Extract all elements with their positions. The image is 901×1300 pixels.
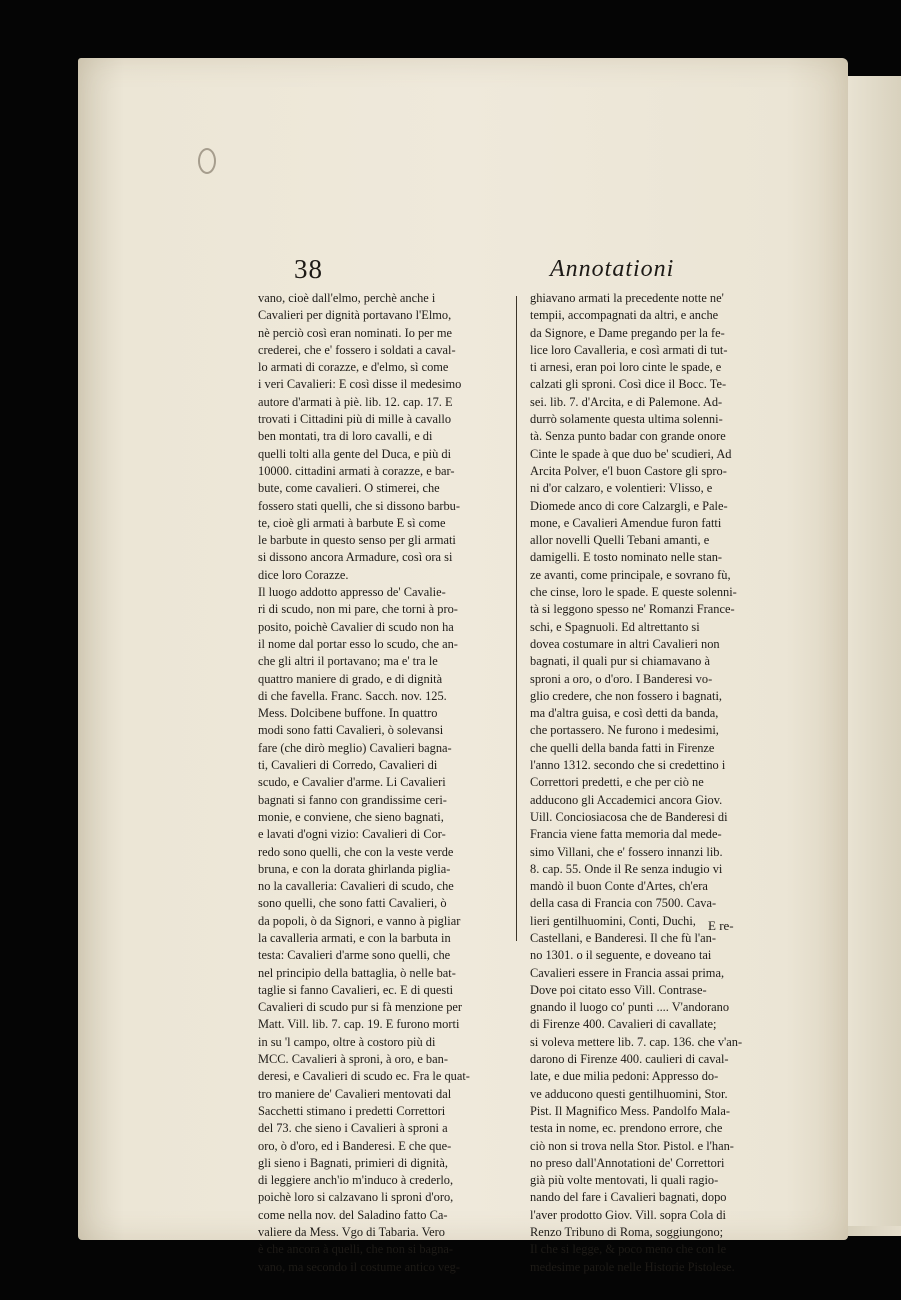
text-line: vano, ma secondo il costume antico veg- [258, 1259, 460, 1274]
text-line: che cinse, loro le spade. E queste solenni- [530, 585, 737, 600]
text-line: sono quelli, che sono fatti Cavalieri, ò [258, 896, 447, 911]
text-line: di leggiere anch'io m'induco à crederlo, [258, 1173, 454, 1188]
text-line: fare (che dirò meglio) Cavalieri bagna- [258, 740, 452, 755]
text-line: poichè loro si calzavano li sproni d'oro, [258, 1190, 454, 1205]
text-line: MCC. Cavalieri à sproni, à oro, e ban- [258, 1052, 448, 1067]
text-line: quelli tolti alla gente del Duca, e più di [258, 446, 452, 461]
text-line: le barbute in questo senso per gli armati [258, 533, 456, 548]
text-line: testa in nome, ec. prendono errore, che [530, 1121, 723, 1136]
text-line: Il luogo addotto appresso de' Cavalie- [258, 585, 446, 600]
text-line: bagnati si fanno con grandissime ceri- [258, 792, 447, 807]
text-line: la cavalleria armati, e con la barbuta in [258, 930, 451, 945]
text-line: trovati i Cittadini più di mille à cavallo [258, 412, 452, 427]
page-header [78, 254, 848, 294]
text-line: da popoli, ò da Signori, e vanno à pigliar [258, 913, 461, 928]
text-line: Sacchetti stimano i predetti Correttori [258, 1103, 446, 1118]
text-line: quattro maniere di grado, e di dignità [258, 671, 443, 686]
text-line: allor novelli Quelli Tebani amanti, e [530, 533, 710, 548]
page-number: 38 [294, 254, 323, 284]
text-line: ri di scudo, non mi pare, che torni à pro- [258, 602, 458, 617]
text-line: mandò il buon Conte d'Artes, ch'era [530, 879, 708, 894]
text-line: sei. lib. 7. d'Arcita, e di Palemone. Ad- [530, 394, 723, 409]
text-line: ti arnesi, eran poi loro cinte le spade, e [530, 360, 722, 375]
text-line: mone, e Cavalieri Amendue furon fatti [530, 515, 722, 530]
text-line: oro, ò d'oro, ed i Banderesi. E che que- [258, 1138, 452, 1153]
text-line: Pist. Il Magnifico Mess. Pandolfo Mala- [530, 1103, 730, 1118]
text-line: fossero stati quelli, che si dissono barbu- [258, 498, 461, 513]
text-line: Dove poi citato esso Vill. Contrase- [530, 982, 707, 997]
text-line: monie, e conviene, che sieno bagnati, [258, 809, 444, 824]
text-line: è che ancora à quelli, che non si bagna- [258, 1242, 454, 1257]
text-line: gli sieno i Bagnati, primieri di dignità, [258, 1155, 448, 1170]
text-line: calzati gli sproni. Così dice il Bocc. Te- [530, 377, 727, 392]
text-line: ghiavano armati la precedente notte ne' [530, 291, 724, 305]
text-line: darono di Firenze 400. caulieri di caval- [530, 1052, 729, 1067]
text-line: scudo, e Cavalier d'arme. Li Cavalieri [258, 775, 446, 790]
text-line: 8. cap. 55. Onde il Re senza indugio vi [530, 861, 723, 876]
text-line: sproni a oro, o d'oro. I Banderesi vo- [530, 671, 713, 686]
paper-blemish [198, 148, 216, 174]
text-line: che portassero. Ne furono i medesimi, [530, 723, 719, 738]
text-line: 10000. cittadini armati à corazze, e bar- [258, 463, 455, 478]
column-rule [516, 296, 517, 941]
text-line: late, e due milia pedoni: Appresso do- [530, 1069, 719, 1084]
text-line: del 73. che sieno i Cavalieri à sproni a [258, 1121, 448, 1136]
text-line: Cavalieri essere in Francia assai prima, [530, 965, 725, 980]
text-line: testa: Cavalieri d'arme sono quelli, che [258, 948, 451, 963]
text-line: schi, e Spagnuoli. Ed altrettanto si [530, 619, 700, 634]
text-line: autore d'armati à piè. lib. 12. cap. 17. E [258, 394, 453, 409]
text-line: medesime parole nelle Historie Pistolese. [530, 1259, 735, 1274]
text-line: si dissono ancora Armadure, così ora si [258, 550, 453, 565]
text-line: i veri Cavalieri: E così disse il medesimo [258, 377, 462, 392]
text-line: Cavalieri di scudo pur si fà menzione per [258, 1000, 463, 1015]
text-line: bruna, e con la dorata ghirlanda piglia- [258, 861, 451, 876]
text-line: nè perciò così eran nominati. Io per me [258, 325, 453, 340]
catchword: E re- [708, 918, 734, 933]
text-line: vano, cioè dall'elmo, perchè anche i [258, 291, 436, 305]
text-line: te, cioè gli armati à barbute E sì come [258, 515, 446, 530]
text-line: che gli altri il portavano; ma e' tra le [258, 654, 438, 669]
left-text-column [258, 290, 478, 1276]
text-line: Cavalieri per dignità portavano l'Elmo, [258, 308, 452, 323]
text-line: tà si leggono spesso ne' Romanzi France- [530, 602, 735, 617]
text-line: nando del fare i Cavalieri bagnati, dopo [530, 1190, 727, 1205]
text-line: che quelli della banda fatti in Firenze [530, 740, 715, 755]
text-line: gnando il luogo co' punti .... V'andorano [530, 1000, 730, 1015]
text-line: damigelli. E tosto nominato nelle stan- [530, 550, 723, 565]
text-line: valiere da Mess. Vgo di Tabaria. Vero [258, 1225, 446, 1240]
text-line: ze avanti, come principale, e sovrano fù, [530, 567, 731, 582]
text-line: si voleva mettere lib. 7. cap. 136. che v'an- [530, 1034, 743, 1049]
text-line: Correttori predetti, e che per ciò ne [530, 775, 704, 790]
text-line: Castellani, e Banderesi. Il che fù l'an- [530, 930, 716, 945]
text-line: lice loro Cavalleria, e così armati di tut- [530, 342, 728, 357]
text-line: di che favella. Franc. Sacch. nov. 125. [258, 688, 447, 703]
text-line: glio credere, che non fossero i bagnati, [530, 688, 722, 703]
text-line: Il che si legge, & poco meno che con le [530, 1242, 727, 1257]
text-line: nel principio della battaglia, ò nelle bat- [258, 965, 456, 980]
text-line: della casa di Francia con 7500. Cava- [530, 896, 717, 911]
text-line: adducono gli Accademici ancora Giov. [530, 792, 723, 807]
text-line: Francia viene fatta memoria dal mede- [530, 827, 722, 842]
text-line: posito, poichè Cavalier di scudo non ha [258, 619, 454, 634]
text-line: Cinte le spade à que duo be' scudieri, Ad [530, 446, 732, 461]
right-text-column [530, 290, 754, 1276]
text-line: da Signore, e Dame pregando per la fe- [530, 325, 725, 340]
text-line: tà. Senza punto badar con grande onore [530, 429, 726, 444]
text-line: no preso dall'Annotationi de' Correttori [530, 1155, 725, 1170]
text-line: ciò non si trova nella Stor. Pistol. e l'han- [530, 1138, 734, 1153]
text-line: ben montati, tra di loro cavalli, e di [258, 429, 433, 444]
text-line: dice loro Corazze. [258, 567, 349, 582]
text-line: crederei, che e' fossero i soldati a caval- [258, 342, 456, 357]
text-line: come nella nov. del Saladino fatto Ca- [258, 1207, 448, 1222]
text-line: durrò solamente questa ultima solenni- [530, 412, 723, 427]
text-line: no 1301. o il seguente, e doveano tai [530, 948, 712, 963]
text-line: ni d'or calzaro, e volentieri: Vlisso, e [530, 481, 713, 496]
text-line: deresi, e Cavalieri di scudo ec. Fra le quat- [258, 1069, 470, 1084]
text-line: Uill. Conciosiacosa che de Banderesi di [530, 809, 728, 824]
text-line: ve adducono questi gentilhuomini, Stor. [530, 1086, 728, 1101]
text-line: tempii, accompagnati da altri, e anche [530, 308, 719, 323]
book-page [78, 58, 848, 1274]
text-line: dovea costumare in altri Cavalieri non [530, 636, 720, 651]
text-line: simo Villani, che e' fossero innanzi lib. [530, 844, 723, 859]
text-line: tro maniere de' Cavalieri mentovati dal [258, 1086, 452, 1101]
text-line: modi sono fatti Cavalieri, ò solevansi [258, 723, 444, 738]
text-line: Matt. Vill. lib. 7. cap. 19. E furono morti [258, 1017, 460, 1032]
text-line: Renzo Tribuno di Roma, soggiungono; [530, 1225, 724, 1240]
text-line: l'anno 1312. secondo che si credettino i [530, 758, 726, 773]
text-line: e lavati d'ogni vizio: Cavalieri di Cor- [258, 827, 446, 842]
text-line: Diomede anco di core Calzargli, e Pale- [530, 498, 728, 513]
text-line: Mess. Dolcibene buffone. In quattro [258, 706, 438, 721]
text-line: taglie si fanno Cavalieri, ec. E di questi [258, 982, 454, 997]
running-title: Annotationi [550, 256, 675, 282]
text-line: il nome dal portar esso lo scudo, che an- [258, 636, 458, 651]
text-line: di Firenze 400. Cavalieri di cavallate; [530, 1017, 717, 1032]
text-line: no la cavalleria: Cavalieri di scudo, che [258, 879, 454, 894]
text-line: bute, come cavalieri. O stimerei, che [258, 481, 440, 496]
text-line: in su 'l campo, oltre à costoro più di [258, 1034, 436, 1049]
text-line: bagnati, il quali pur si chiamavano à [530, 654, 710, 669]
text-line: Arcita Polver, e'l buon Castore gli spro- [530, 463, 727, 478]
text-line: redo sono quelli, che con la veste verde [258, 844, 454, 859]
text-line: lieri gentilhuomini, Conti, Duchi, [530, 913, 696, 928]
text-line: l'aver prodotto Giov. Vill. sopra Cola di [530, 1207, 726, 1222]
text-line: lo armati di corazze, e d'elmo, sì come [258, 360, 449, 375]
text-line: ti, Cavalieri di Corredo, Cavalieri di [258, 758, 438, 773]
text-line: ma d'altra guisa, e così detti da banda, [530, 706, 719, 721]
text-line: già più volte mentovati, li quali ragio- [530, 1173, 719, 1188]
